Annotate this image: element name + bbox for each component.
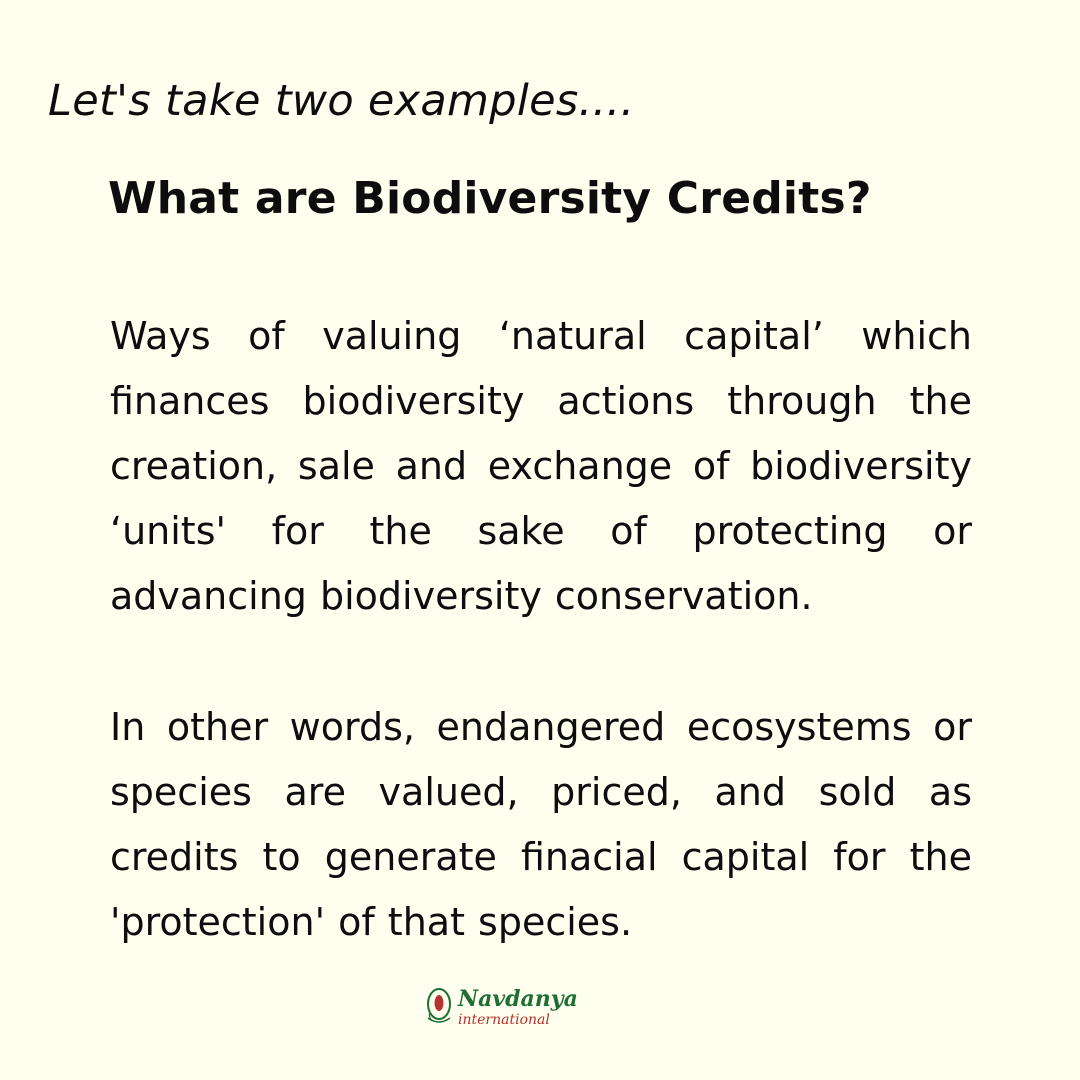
logo-subtitle: international (458, 1012, 550, 1028)
navdanya-logo (424, 984, 594, 1034)
explanation-paragraph: In other words, endangered ecosystems or species are valued, priced, and sold as credits to generate finacial capital for the 'protection' of that species. (110, 705, 972, 944)
section-heading: What are Biodiversity Credits? (108, 173, 872, 224)
logo-name: Navdanya (458, 986, 578, 1012)
seed-logo-icon (424, 986, 454, 1026)
intro-text: Let's take two examples.... (48, 76, 635, 126)
definition-paragraph: Ways of valuing ‘natural capital’ which finances biodiversity actions through the creation, sale and exchange of biodiversity ‘units' for the sake of protecting or advancing biodiversity conservation. (110, 314, 972, 618)
